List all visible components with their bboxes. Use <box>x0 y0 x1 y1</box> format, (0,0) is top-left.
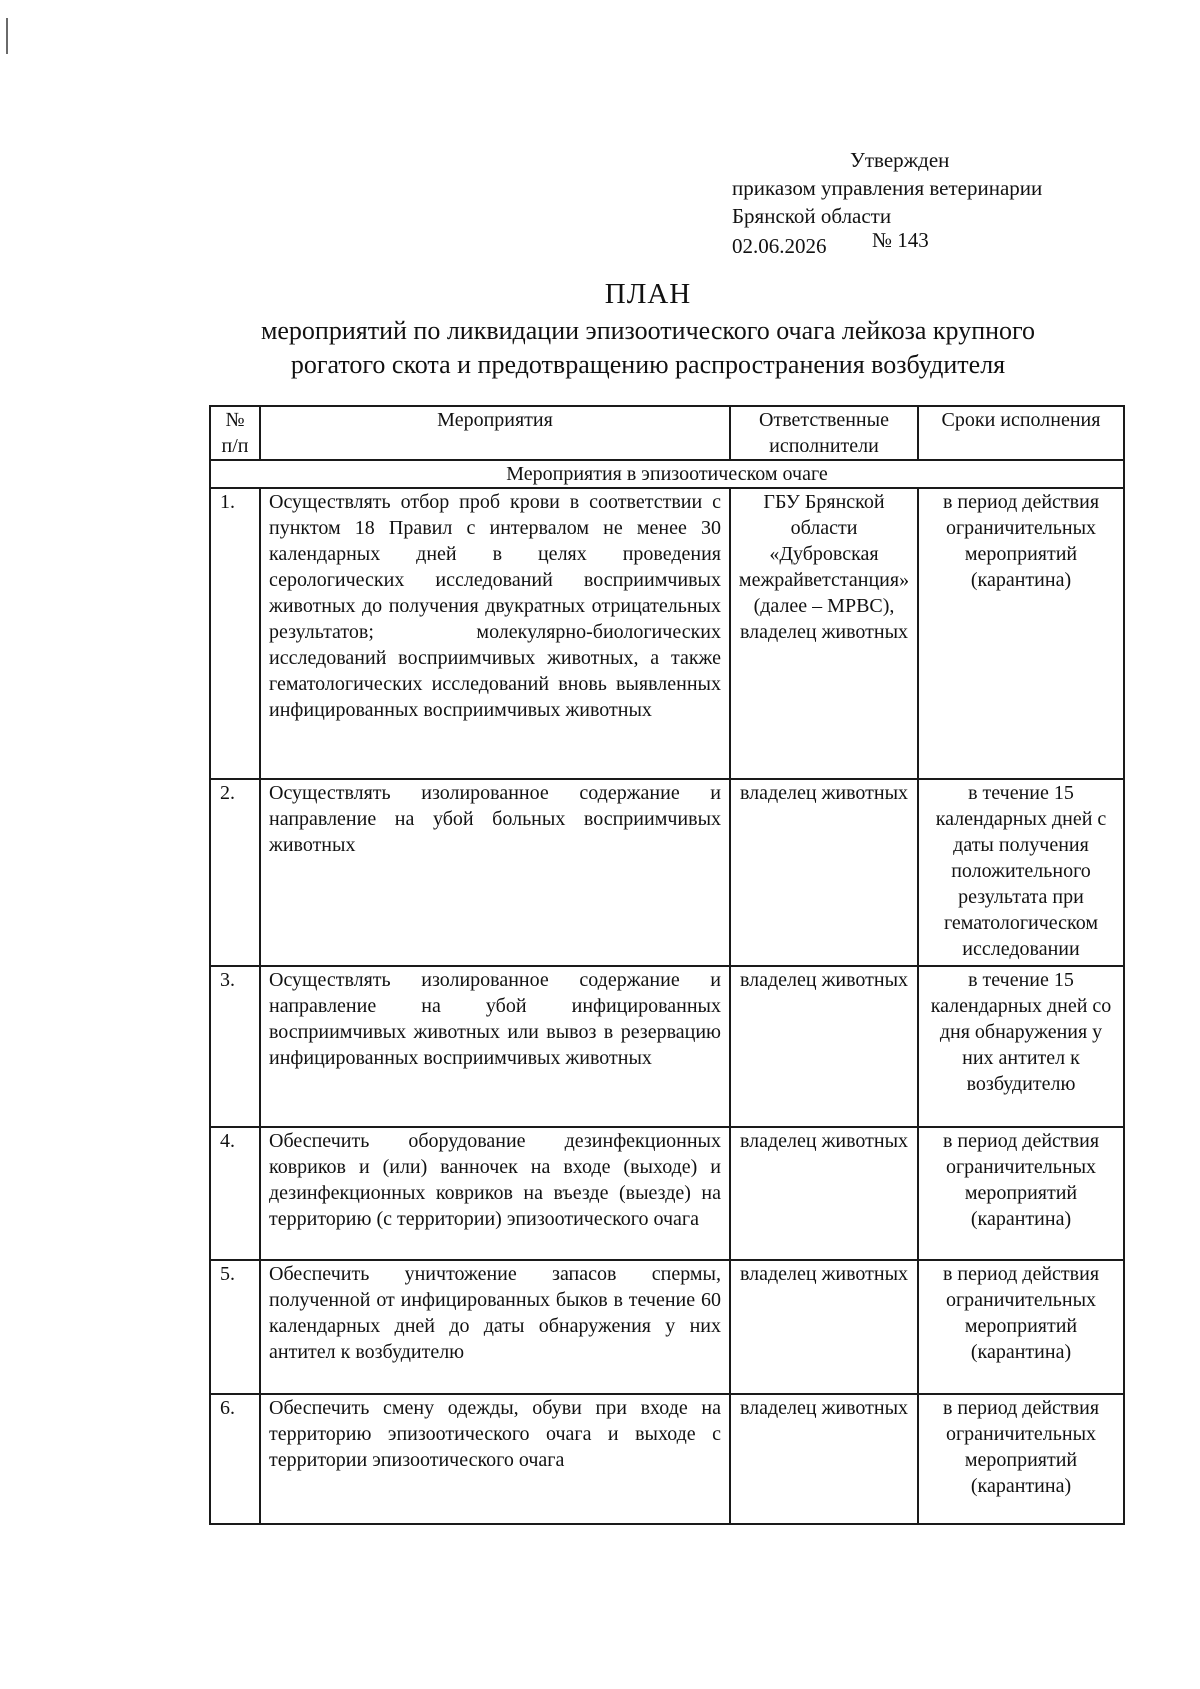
row-action: Осуществлять изолированное содержание и направление на убой больных восприимчивых животных <box>260 779 730 966</box>
row-responsible: владелец животных <box>730 1260 918 1394</box>
approval-status: Утвержден <box>850 148 950 172</box>
approval-number: № 143 <box>872 228 929 252</box>
row-number: 3. <box>210 966 260 1127</box>
approval-date: 02.06.2026 <box>732 234 827 258</box>
table-header-row <box>210 406 1124 460</box>
row-term: в период действия ограничительных мероприятий (карантина) <box>918 1260 1124 1394</box>
row-number: 6. <box>210 1394 260 1524</box>
approval-order-issuer: приказом управления ветеринарии <box>732 176 1043 200</box>
row-term: в течение 15 календарных дней со дня обнаружения у них антител к возбудителю <box>918 966 1124 1127</box>
row-responsible: владелец животных <box>730 1127 918 1260</box>
row-number: 4. <box>210 1127 260 1260</box>
document-title: ПЛАН <box>604 278 692 310</box>
approval-date-number <box>732 228 1042 260</box>
section-row <box>210 460 1124 488</box>
table-row <box>210 966 1124 1127</box>
section-title: Мероприятия в эпизоотическом очаге <box>210 460 1124 488</box>
table-row <box>210 1394 1124 1524</box>
header-actions: Мероприятия <box>260 406 730 460</box>
row-term: в период действия ограничительных мероприятий (карантина) <box>918 1127 1124 1260</box>
row-number: 1. <box>210 488 260 779</box>
document-subtitle: мероприятий по ликвидации эпизоотического очага лейкоза крупного рогатого скота и предотвращению распространения возбудителя <box>260 316 1036 379</box>
row-action: Обеспечить смену одежды, обуви при входе на территорию эпизоотического очага и выходе с территории эпизоотического очага <box>260 1394 730 1524</box>
header-term: Сроки исполнения <box>918 406 1124 460</box>
row-term: в период действия ограничительных мероприятий (карантина) <box>918 488 1124 779</box>
row-action: Осуществлять изолированное содержание и направление на убой инфицированных восприимчивых животных или вывоз в резервацию инфицированных восприимчивых животных <box>260 966 730 1127</box>
table-row <box>210 1260 1124 1394</box>
row-action: Осуществлять отбор проб крови в соответствии с пунктом 18 Правил с интервалом не менее 30 календарных дней в целях проведения серологических исследований восприимчивых животных до получения двукратных отрицательных результатов; молекулярно-биологических исследований восприимчивых животных, а также гематологических исследований вновь выявленных инфицированных восприимчивых животных <box>260 488 730 779</box>
table-row <box>210 488 1124 779</box>
header-number: № п/п <box>210 406 260 460</box>
row-number: 5. <box>210 1260 260 1394</box>
table-row <box>210 779 1124 966</box>
approval-block <box>732 146 1042 260</box>
row-responsible: владелец животных <box>730 966 918 1127</box>
plan-table <box>209 405 1125 1525</box>
row-term: в период действия ограничительных мероприятий (карантина) <box>918 1394 1124 1524</box>
row-responsible: владелец животных <box>730 779 918 966</box>
row-term: в течение 15 календарных дней с даты получения положительного результата при гематологическом исследовании <box>918 779 1124 966</box>
table-row <box>210 1127 1124 1260</box>
row-responsible: владелец животных <box>730 1394 918 1524</box>
row-action: Обеспечить уничтожение запасов спермы, полученной от инфицированных быков в течение 60 календарных дней до даты обнаружения у них антител к возбудителю <box>260 1260 730 1394</box>
header-responsible: Ответственные исполнители <box>730 406 918 460</box>
row-number: 2. <box>210 779 260 966</box>
row-action: Обеспечить оборудование дезинфекционных ковриков и (или) ванночек на входе (выходе) и дезинфекционных ковриков на въезде (выезде) на территорию (с территории) эпизоотического очага <box>260 1127 730 1260</box>
scan-edge-mark <box>6 18 8 54</box>
approval-region: Брянской области <box>732 204 892 228</box>
row-responsible: ГБУ Брянской области «Дубровская межрайветстанция» (далее – МРВС), владелец животных <box>730 488 918 779</box>
